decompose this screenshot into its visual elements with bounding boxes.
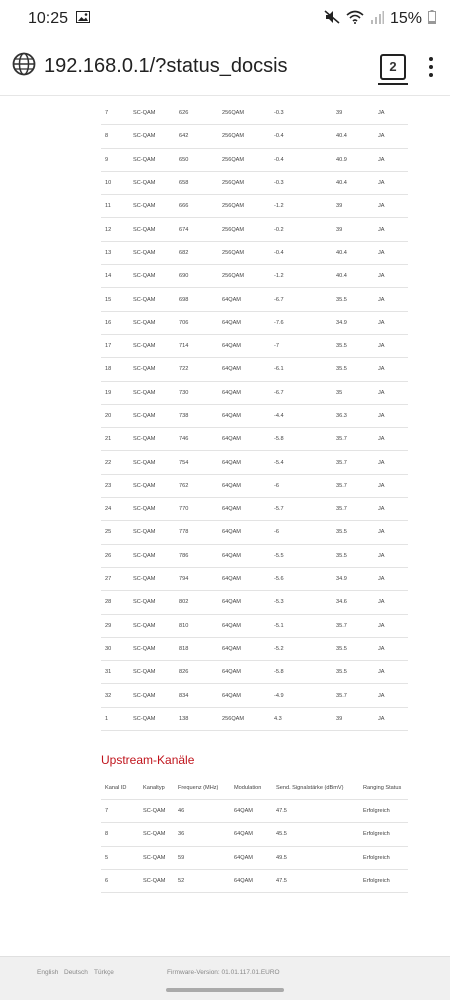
table-cell: 35.5: [336, 334, 378, 357]
table-cell: SC-QAM: [133, 334, 179, 357]
table-cell: 14: [101, 265, 133, 288]
table-cell: 802: [179, 591, 222, 614]
mute-icon: [324, 10, 340, 29]
table-cell: -5.8: [274, 428, 336, 451]
overflow-menu-icon[interactable]: [428, 57, 434, 77]
table-cell: 8: [101, 823, 143, 846]
table-cell: SC-QAM: [133, 684, 179, 707]
table-cell: 9: [101, 148, 133, 171]
table-cell: 47.5: [276, 869, 363, 892]
table-cell: 754: [179, 451, 222, 474]
footer: [0, 956, 450, 1000]
tab-switcher-button[interactable]: 2: [380, 54, 406, 80]
table-cell: JA: [378, 334, 408, 357]
table-cell: JA: [378, 521, 408, 544]
table-cell: -0.2: [274, 218, 336, 241]
table-row: [101, 218, 408, 241]
table-cell: 818: [179, 637, 222, 660]
table-cell: 49.5: [276, 846, 363, 869]
table-cell: 64QAM: [234, 846, 276, 869]
table-cell: -7: [274, 334, 336, 357]
table-cell: 64QAM: [222, 544, 274, 567]
table-row: [101, 637, 408, 660]
table-cell: SC-QAM: [133, 661, 179, 684]
table-cell: JA: [378, 707, 408, 730]
table-cell: -5.8: [274, 661, 336, 684]
table-cell: 46: [178, 800, 234, 823]
table-cell: 682: [179, 241, 222, 264]
table-cell: 730: [179, 381, 222, 404]
table-row: [101, 521, 408, 544]
table-cell: 35.5: [336, 661, 378, 684]
address-bar[interactable]: [0, 38, 450, 96]
table-cell: -7.6: [274, 311, 336, 334]
table-cell: 34.9: [336, 311, 378, 334]
table-row: [101, 334, 408, 357]
column-header: Kanal ID: [101, 777, 143, 800]
table-cell: 40.4: [336, 265, 378, 288]
table-cell: 256QAM: [222, 171, 274, 194]
table-cell: 698: [179, 288, 222, 311]
downstream-table: [101, 102, 408, 731]
table-cell: 22: [101, 451, 133, 474]
table-cell: 690: [179, 265, 222, 288]
url-field[interactable]: 192.168.0.1/?status_docsis: [44, 55, 288, 77]
table-row: [101, 591, 408, 614]
table-cell: 39: [336, 102, 378, 125]
table-cell: -0.4: [274, 125, 336, 148]
table-cell: SC-QAM: [133, 218, 179, 241]
table-cell: 40.4: [336, 125, 378, 148]
table-cell: 31: [101, 661, 133, 684]
table-cell: -1.2: [274, 195, 336, 218]
table-cell: 706: [179, 311, 222, 334]
table-cell: 256QAM: [222, 707, 274, 730]
table-cell: 4.3: [274, 707, 336, 730]
table-row: [101, 846, 408, 869]
table-row: [101, 241, 408, 264]
battery-level: 15%: [389, 10, 422, 27]
table-row: [101, 195, 408, 218]
table-cell: -1.2: [274, 265, 336, 288]
column-header: Ranging Status: [363, 777, 408, 800]
clock: 10:25: [28, 10, 69, 27]
table-cell: 29: [101, 614, 133, 637]
table-cell: JA: [378, 404, 408, 427]
table-cell: 64QAM: [222, 381, 274, 404]
table-cell: 794: [179, 567, 222, 590]
table-cell: 40.9: [336, 148, 378, 171]
table-cell: 722: [179, 358, 222, 381]
table-cell: -4.4: [274, 404, 336, 427]
table-cell: SC-QAM: [143, 800, 178, 823]
table-row: [101, 451, 408, 474]
table-row: [101, 684, 408, 707]
table-row: [101, 381, 408, 404]
table-cell: 35.7: [336, 614, 378, 637]
table-cell: -6: [274, 521, 336, 544]
table-cell: 39: [336, 707, 378, 730]
signal-icon: [370, 10, 384, 29]
table-cell: 64QAM: [234, 823, 276, 846]
table-cell: 7: [101, 800, 143, 823]
column-header: Frequenz (MHz): [178, 777, 234, 800]
table-cell: SC-QAM: [133, 171, 179, 194]
table-cell: 52: [178, 869, 234, 892]
table-cell: 40.4: [336, 171, 378, 194]
table-cell: 18: [101, 358, 133, 381]
table-cell: 23: [101, 474, 133, 497]
table-row: [101, 288, 408, 311]
table-cell: -0.3: [274, 171, 336, 194]
table-cell: 20: [101, 404, 133, 427]
table-cell: 138: [179, 707, 222, 730]
table-cell: -5.7: [274, 498, 336, 521]
table-cell: SC-QAM: [133, 521, 179, 544]
table-cell: JA: [378, 288, 408, 311]
table-cell: 256QAM: [222, 195, 274, 218]
table-cell: 35.5: [336, 521, 378, 544]
table-cell: 40.4: [336, 241, 378, 264]
table-cell: 738: [179, 404, 222, 427]
table-cell: 35.5: [336, 544, 378, 567]
table-cell: 35.7: [336, 684, 378, 707]
table-cell: JA: [378, 102, 408, 125]
table-cell: SC-QAM: [133, 358, 179, 381]
table-cell: 746: [179, 428, 222, 451]
table-cell: 658: [179, 171, 222, 194]
table-cell: 26: [101, 544, 133, 567]
table-cell: 10: [101, 171, 133, 194]
table-cell: 778: [179, 521, 222, 544]
column-header: Modulation: [234, 777, 276, 800]
table-cell: 5: [101, 846, 143, 869]
table-cell: 25: [101, 521, 133, 544]
table-cell: SC-QAM: [133, 311, 179, 334]
table-cell: 27: [101, 567, 133, 590]
table-cell: 256QAM: [222, 102, 274, 125]
table-row: [101, 265, 408, 288]
table-cell: JA: [378, 125, 408, 148]
table-cell: 64QAM: [222, 311, 274, 334]
table-cell: JA: [378, 428, 408, 451]
table-row: [101, 707, 408, 730]
table-cell: -4.9: [274, 684, 336, 707]
column-header: Send. Signalstärke (dBmV): [276, 777, 363, 800]
table-cell: JA: [378, 171, 408, 194]
table-cell: 34.9: [336, 567, 378, 590]
table-cell: 35: [336, 381, 378, 404]
table-cell: -0.4: [274, 148, 336, 171]
table-cell: 256QAM: [222, 125, 274, 148]
table-row: [101, 661, 408, 684]
wifi-icon: [346, 10, 364, 29]
table-cell: SC-QAM: [133, 614, 179, 637]
table-cell: 64QAM: [222, 451, 274, 474]
table-cell: SC-QAM: [133, 451, 179, 474]
table-cell: JA: [378, 148, 408, 171]
table-cell: 256QAM: [222, 241, 274, 264]
table-row: [101, 614, 408, 637]
table-cell: 714: [179, 334, 222, 357]
table-cell: -5.1: [274, 614, 336, 637]
language-deutsch-link[interactable]: Deutsch: [64, 969, 88, 976]
table-cell: JA: [378, 614, 408, 637]
table-cell: SC-QAM: [133, 567, 179, 590]
table-cell: 59: [178, 846, 234, 869]
table-cell: JA: [378, 358, 408, 381]
table-row: [101, 869, 408, 892]
upstream-heading: Upstream-Kanäle: [101, 753, 195, 767]
table-row: [101, 567, 408, 590]
table-cell: 12: [101, 218, 133, 241]
table-cell: -6: [274, 474, 336, 497]
table-row: [101, 148, 408, 171]
table-cell: JA: [378, 218, 408, 241]
table-row: [101, 428, 408, 451]
table-cell: 35.7: [336, 498, 378, 521]
table-cell: -6.7: [274, 288, 336, 311]
table-cell: 35.5: [336, 358, 378, 381]
table-cell: SC-QAM: [133, 288, 179, 311]
table-cell: SC-QAM: [133, 637, 179, 660]
table-cell: 770: [179, 498, 222, 521]
table-cell: JA: [378, 381, 408, 404]
table-cell: SC-QAM: [133, 102, 179, 125]
table-cell: 64QAM: [222, 684, 274, 707]
table-cell: 8: [101, 125, 133, 148]
table-cell: 64QAM: [234, 869, 276, 892]
table-cell: SC-QAM: [133, 707, 179, 730]
table-row: [101, 474, 408, 497]
table-row: [101, 498, 408, 521]
table-cell: 30: [101, 637, 133, 660]
table-cell: 35.7: [336, 428, 378, 451]
table-cell: 11: [101, 195, 133, 218]
table-cell: 32: [101, 684, 133, 707]
table-cell: 256QAM: [222, 148, 274, 171]
table-cell: 666: [179, 195, 222, 218]
table-cell: 64QAM: [222, 521, 274, 544]
table-cell: 35.5: [336, 288, 378, 311]
table-cell: 650: [179, 148, 222, 171]
table-cell: -0.4: [274, 241, 336, 264]
language-turkce-link[interactable]: Türkçe: [94, 969, 114, 976]
table-cell: 762: [179, 474, 222, 497]
table-cell: 21: [101, 428, 133, 451]
table-cell: Erfolgreich: [363, 869, 408, 892]
table-cell: 64QAM: [234, 800, 276, 823]
table-cell: SC-QAM: [133, 125, 179, 148]
table-cell: Erfolgreich: [363, 823, 408, 846]
table-cell: SC-QAM: [133, 591, 179, 614]
table-cell: 15: [101, 288, 133, 311]
table-cell: 64QAM: [222, 428, 274, 451]
table-row: [101, 102, 408, 125]
table-cell: 64QAM: [222, 637, 274, 660]
table-cell: JA: [378, 684, 408, 707]
table-cell: JA: [378, 544, 408, 567]
table-cell: 36: [178, 823, 234, 846]
table-cell: 24: [101, 498, 133, 521]
table-cell: JA: [378, 637, 408, 660]
table-cell: SC-QAM: [133, 265, 179, 288]
table-cell: 6: [101, 869, 143, 892]
table-cell: 64QAM: [222, 334, 274, 357]
table-cell: 626: [179, 102, 222, 125]
table-cell: 35.7: [336, 451, 378, 474]
table-cell: 786: [179, 544, 222, 567]
table-cell: 19: [101, 381, 133, 404]
table-cell: 39: [336, 218, 378, 241]
table-cell: 64QAM: [222, 288, 274, 311]
table-cell: 256QAM: [222, 218, 274, 241]
table-cell: JA: [378, 661, 408, 684]
table-cell: SC-QAM: [133, 148, 179, 171]
upstream-table: [101, 777, 408, 893]
table-cell: 834: [179, 684, 222, 707]
table-cell: JA: [378, 498, 408, 521]
table-cell: 13: [101, 241, 133, 264]
home-indicator[interactable]: [166, 988, 284, 992]
table-cell: SC-QAM: [133, 474, 179, 497]
table-cell: -5.4: [274, 451, 336, 474]
column-header: Kanaltyp: [143, 777, 178, 800]
table-row: [101, 404, 408, 427]
table-cell: 64QAM: [222, 614, 274, 637]
table-cell: -5.6: [274, 567, 336, 590]
table-cell: 45.5: [276, 823, 363, 846]
table-cell: SC-QAM: [143, 869, 178, 892]
table-cell: 826: [179, 661, 222, 684]
table-cell: 39: [336, 195, 378, 218]
table-cell: -5.3: [274, 591, 336, 614]
table-cell: 34.6: [336, 591, 378, 614]
table-cell: 642: [179, 125, 222, 148]
table-cell: SC-QAM: [133, 428, 179, 451]
table-cell: SC-QAM: [143, 846, 178, 869]
table-cell: SC-QAM: [133, 241, 179, 264]
table-cell: SC-QAM: [133, 195, 179, 218]
table-cell: JA: [378, 451, 408, 474]
table-cell: JA: [378, 241, 408, 264]
table-cell: -0.3: [274, 102, 336, 125]
table-cell: 36.3: [336, 404, 378, 427]
table-cell: 256QAM: [222, 265, 274, 288]
table-cell: 64QAM: [222, 567, 274, 590]
table-cell: 47.5: [276, 800, 363, 823]
table-cell: -5.2: [274, 637, 336, 660]
table-cell: 64QAM: [222, 591, 274, 614]
table-cell: 64QAM: [222, 474, 274, 497]
table-cell: 35.5: [336, 637, 378, 660]
firmware-version: Firmware-Version: 01.01.117.01.EURO: [167, 969, 280, 976]
table-row: [101, 800, 408, 823]
table-row: [101, 311, 408, 334]
table-cell: JA: [378, 591, 408, 614]
table-cell: -5.5: [274, 544, 336, 567]
table-cell: JA: [378, 265, 408, 288]
table-row: [101, 544, 408, 567]
globe-icon[interactable]: [12, 52, 36, 81]
table-row: [101, 171, 408, 194]
image-notification-icon: [76, 10, 90, 28]
table-cell: 64QAM: [222, 404, 274, 427]
table-cell: JA: [378, 474, 408, 497]
table-cell: JA: [378, 195, 408, 218]
table-cell: SC-QAM: [133, 381, 179, 404]
table-cell: SC-QAM: [133, 498, 179, 521]
language-english-link[interactable]: English: [37, 969, 59, 976]
table-cell: 674: [179, 218, 222, 241]
table-row: [101, 125, 408, 148]
table-cell: SC-QAM: [133, 544, 179, 567]
table-row: [101, 358, 408, 381]
table-cell: 810: [179, 614, 222, 637]
battery-icon: [428, 10, 436, 29]
table-cell: -6.1: [274, 358, 336, 381]
table-cell: 7: [101, 102, 133, 125]
table-cell: JA: [378, 311, 408, 334]
table-cell: 35.7: [336, 474, 378, 497]
table-cell: JA: [378, 567, 408, 590]
table-cell: SC-QAM: [133, 404, 179, 427]
table-cell: Erfolgreich: [363, 800, 408, 823]
table-cell: 28: [101, 591, 133, 614]
table-cell: 17: [101, 334, 133, 357]
table-cell: Erfolgreich: [363, 846, 408, 869]
table-cell: 64QAM: [222, 498, 274, 521]
status-bar: [0, 0, 450, 38]
table-cell: -6.7: [274, 381, 336, 404]
table-cell: 64QAM: [222, 358, 274, 381]
table-row: [101, 823, 408, 846]
table-cell: 16: [101, 311, 133, 334]
table-cell: SC-QAM: [143, 823, 178, 846]
table-cell: 1: [101, 707, 133, 730]
table-cell: 64QAM: [222, 661, 274, 684]
